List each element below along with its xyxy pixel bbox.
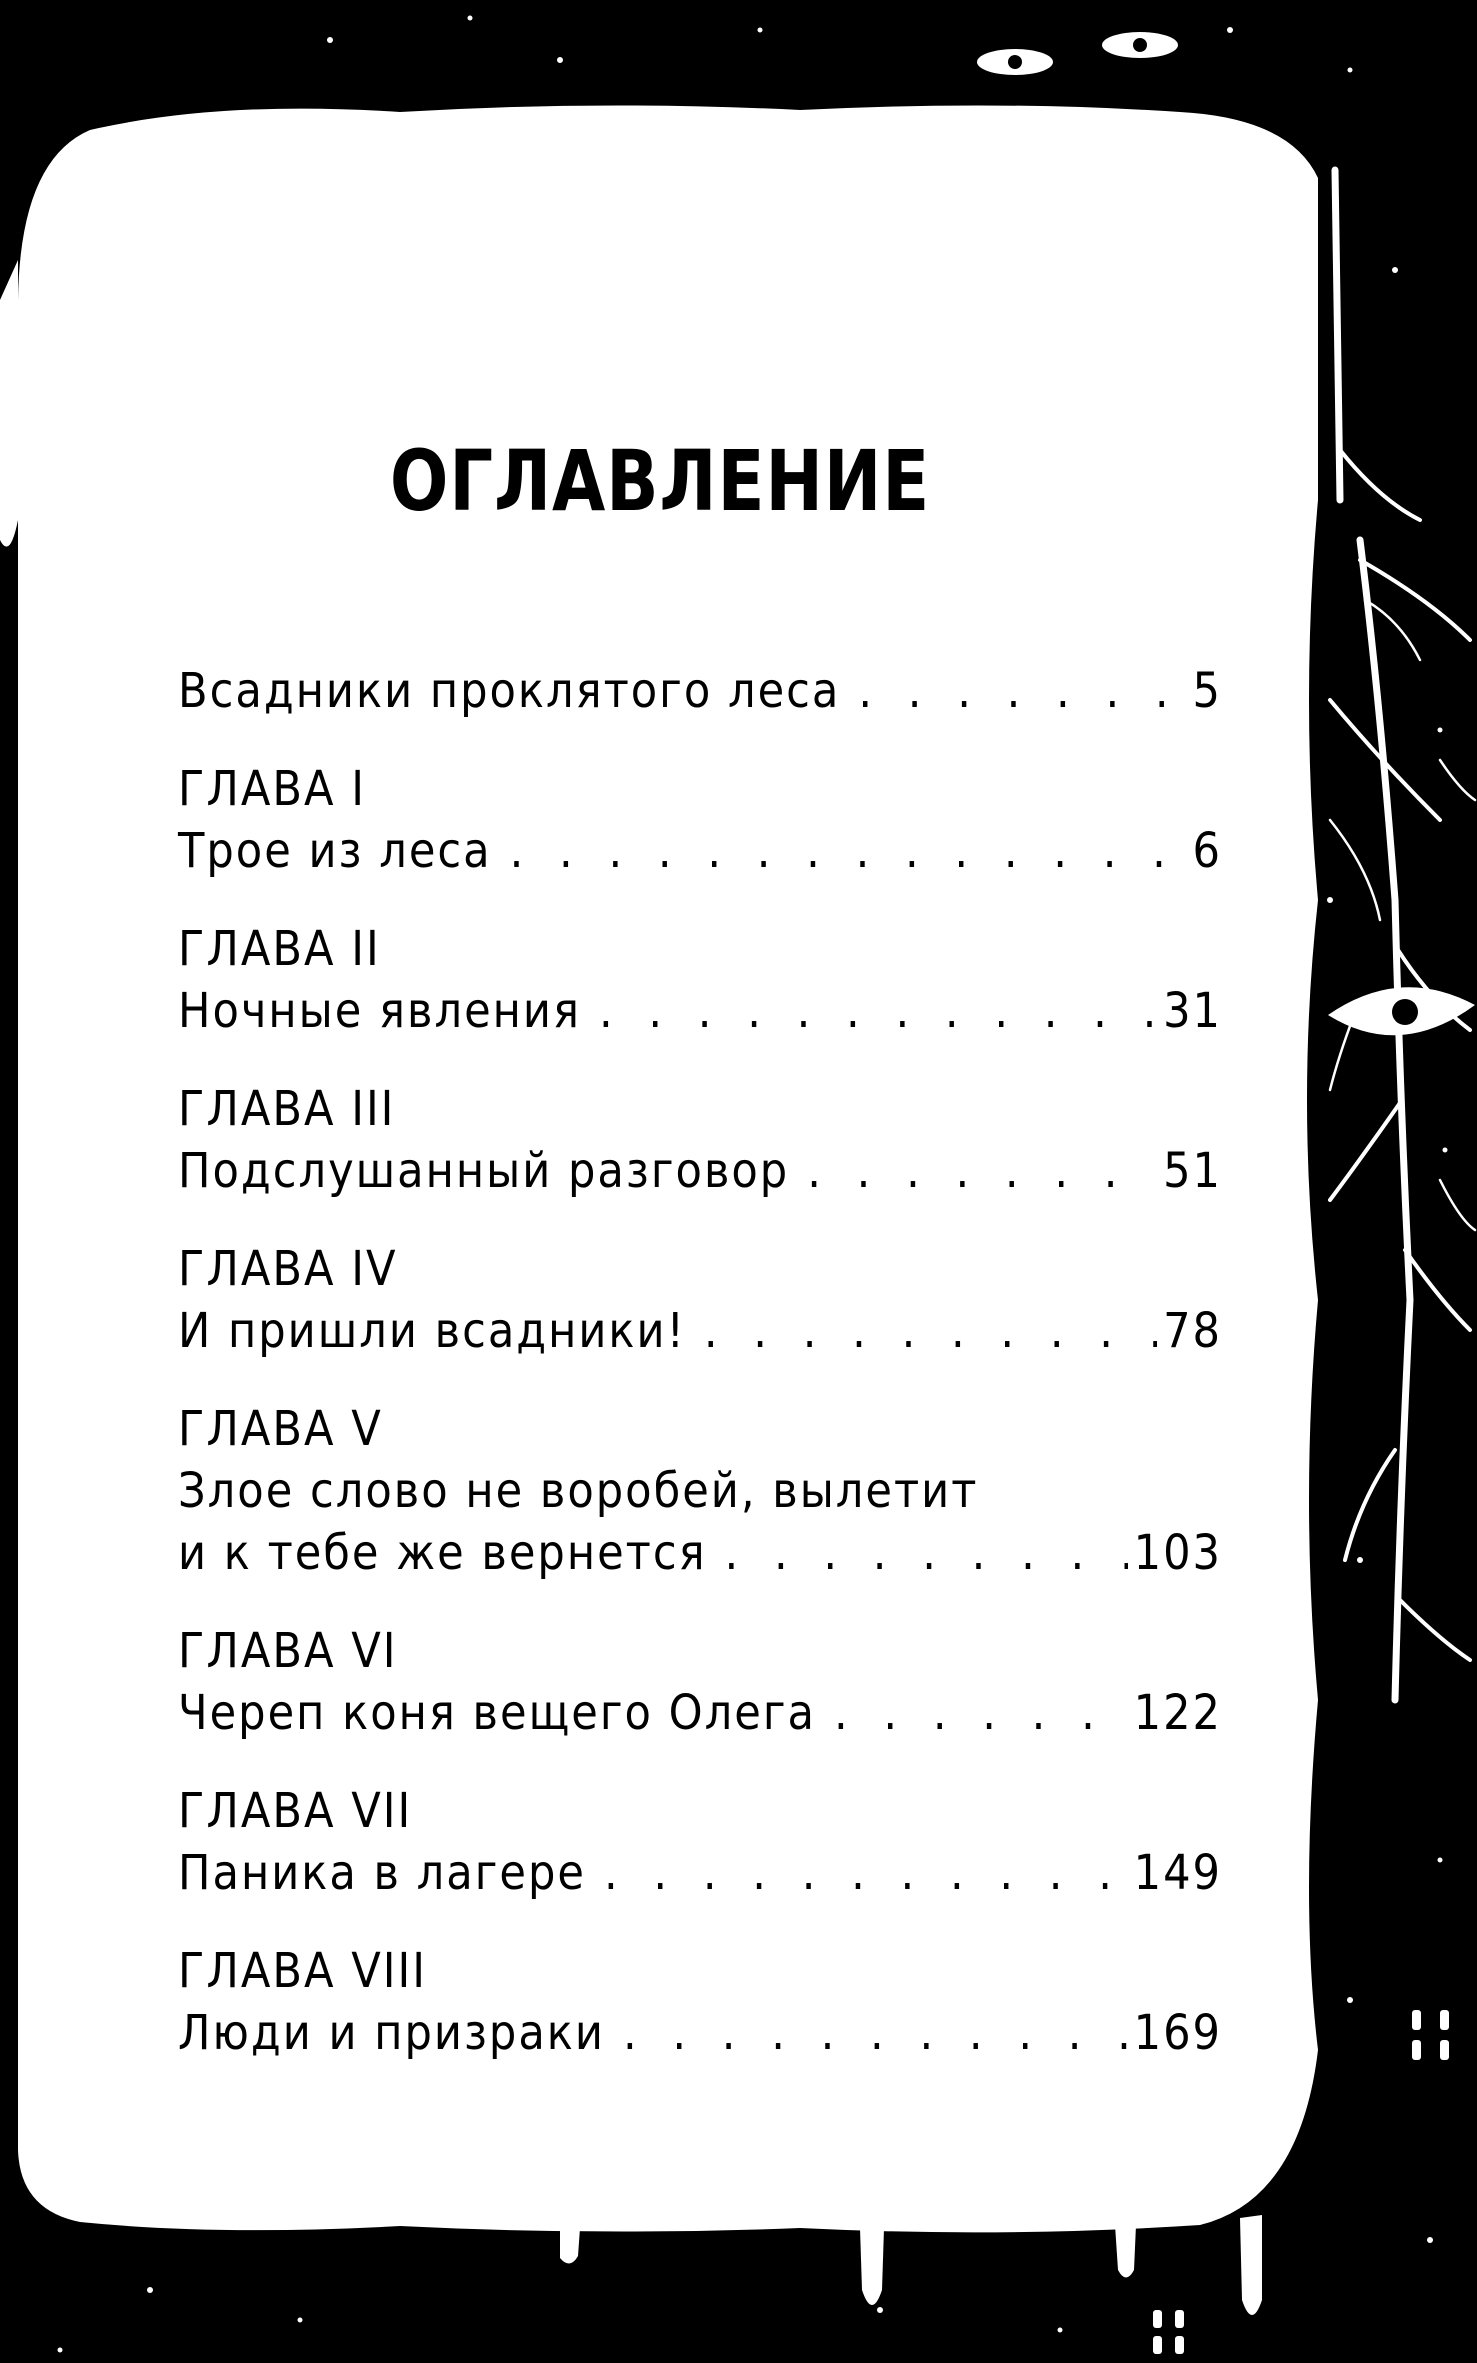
toc-entry xyxy=(178,1620,1222,1744)
page-number: 169 xyxy=(1133,2005,1222,2061)
toc-entry xyxy=(178,1398,1222,1584)
page-number: 78 xyxy=(1163,1303,1222,1359)
toc-line xyxy=(178,1842,1222,1904)
page-number: 149 xyxy=(1133,1845,1222,1901)
dot-leader xyxy=(604,1842,1128,1904)
dot-leader xyxy=(510,820,1187,882)
chapter-label: ГЛАВА II xyxy=(178,921,381,977)
toc-entry xyxy=(178,758,1222,882)
dot-leader xyxy=(599,980,1157,1042)
dot-leader xyxy=(858,660,1186,722)
toc-line xyxy=(178,2002,1222,2064)
toc-line xyxy=(178,1140,1222,1202)
toc-line xyxy=(178,1682,1222,1744)
chapter-label: ГЛАВА VII xyxy=(178,1783,413,1839)
dot-leader xyxy=(807,1140,1157,1202)
toc-line-continued xyxy=(178,1460,1222,1522)
toc-entry xyxy=(178,1780,1222,1904)
toc-entry xyxy=(178,1238,1222,1362)
eye-icon xyxy=(977,49,1053,75)
toc-entry xyxy=(178,1078,1222,1202)
toc-line xyxy=(178,1300,1222,1362)
chapter-label: ГЛАВА I xyxy=(178,761,366,817)
page-number: 31 xyxy=(1163,983,1222,1039)
toc-line xyxy=(178,660,1222,722)
section-title: Злое слово не воробей, вылетит xyxy=(178,1463,979,1519)
chapter-label: ГЛАВА VIII xyxy=(178,1943,427,1999)
section-title: и к тебе же вернется xyxy=(178,1525,707,1581)
page-number: 103 xyxy=(1133,1525,1222,1581)
section-title: Всадники проклятого леса xyxy=(178,663,841,719)
chapter-label: ГЛАВА V xyxy=(178,1401,383,1457)
section-title: И пришли всадники! xyxy=(178,1303,686,1359)
section-title: Люди и призраки xyxy=(178,2005,605,2061)
page-title: ОГЛАВЛЕНИЕ xyxy=(389,432,931,530)
dot-leader xyxy=(834,1682,1128,1744)
chapter-label: ГЛАВА VI xyxy=(178,1623,398,1679)
toc-line xyxy=(178,1522,1222,1584)
chapter-label: ГЛАВА III xyxy=(178,1081,396,1137)
page-number: 6 xyxy=(1192,823,1222,879)
page-number: 122 xyxy=(1133,1685,1222,1741)
toc-entry xyxy=(178,1940,1222,2064)
toc-entry xyxy=(178,660,1222,722)
section-title: Подслушанный разговор xyxy=(178,1143,790,1199)
section-title: Паника в лагере xyxy=(178,1845,586,1901)
table-of-contents xyxy=(178,660,1222,2100)
section-title: Трое из леса xyxy=(178,823,492,879)
dot-leader xyxy=(704,1300,1157,1362)
eye-icon xyxy=(1102,32,1178,58)
dot-leader xyxy=(725,1522,1128,1584)
chapter-label: ГЛАВА IV xyxy=(178,1241,398,1297)
toc-line xyxy=(178,820,1222,882)
toc-line xyxy=(178,980,1222,1042)
toc-entry xyxy=(178,918,1222,1042)
dot-leader xyxy=(623,2002,1128,2064)
page-number: 51 xyxy=(1163,1143,1222,1199)
page-number: 5 xyxy=(1192,663,1222,719)
section-title: Череп коня вещего Олега xyxy=(178,1685,816,1741)
section-title: Ночные явления xyxy=(178,983,581,1039)
